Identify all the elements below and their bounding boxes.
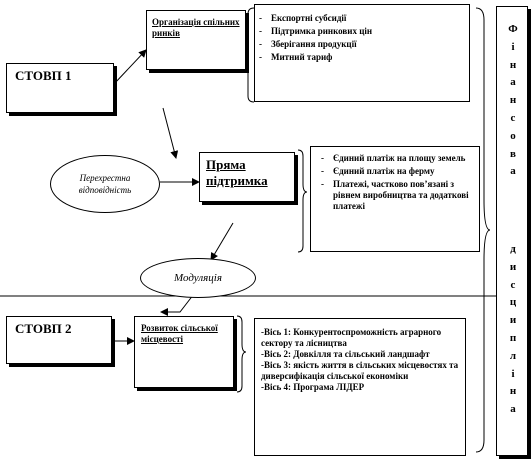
- list-item-text: Експортні субсидії: [271, 13, 347, 23]
- vertical-letter: д: [510, 243, 516, 255]
- list-item: [259, 39, 465, 50]
- vertical-letter: и: [509, 314, 517, 327]
- arrow-to-modulation: [211, 223, 233, 260]
- vertical-letter: с: [510, 278, 516, 291]
- bullet-marker: -: [259, 39, 262, 49]
- pillar-2-label: СТОВП 2: [15, 321, 72, 336]
- market-org-label: Організація спільних ринків: [152, 17, 240, 38]
- list-item-text: Митний тариф: [271, 52, 333, 62]
- direct-support-label: Пряма підтримка: [206, 157, 268, 188]
- arrow-to-market-org: [114, 50, 146, 84]
- payments-box: [310, 146, 480, 252]
- pillar-1-box: [6, 63, 114, 113]
- bullet-marker: -: [259, 52, 262, 62]
- list-item-text: Зберігання продукції: [271, 39, 357, 49]
- cross-compliance-label: Перехрестна відповідність: [78, 173, 132, 195]
- modulation-label: Модуляція: [174, 272, 222, 284]
- list-item: [259, 13, 465, 24]
- vertical-letter: н: [509, 94, 517, 107]
- payments-list: [321, 153, 475, 212]
- brace-payments: [298, 150, 307, 252]
- vertical-letter: і: [511, 367, 515, 380]
- list-item: [261, 382, 459, 393]
- vertical-letter: Ф: [508, 23, 518, 35]
- list-item-text: Підтримка ринкових цін: [271, 26, 373, 36]
- modulation-ellipse: [140, 258, 256, 298]
- vertical-letter: л: [509, 349, 517, 362]
- vertical-letter: и: [509, 260, 517, 273]
- direct-support-box: [199, 152, 295, 202]
- vertical-letter: а: [510, 76, 516, 89]
- bullet-marker: -: [259, 13, 262, 23]
- list-item-text: Єдиний платіж на площу земель: [333, 153, 466, 163]
- financial-discipline-box: [496, 6, 528, 456]
- financial-word-1: [497, 21, 529, 181]
- bullet-marker: -: [321, 179, 324, 189]
- list-item-text: -Вісь 1: Конкурентоспроможність аграрного сектору та лісництва: [261, 327, 442, 348]
- pillar-2-box: [6, 316, 112, 364]
- list-item: [261, 349, 459, 360]
- rural-dev-box: [134, 316, 234, 388]
- market-measures-box: [254, 4, 470, 102]
- list-item: [261, 360, 459, 382]
- vertical-letter: а: [510, 165, 516, 178]
- vertical-letter: п: [509, 331, 517, 344]
- list-item: [321, 166, 475, 177]
- list-item: [259, 26, 465, 37]
- pillar-1-label: СТОВП 1: [15, 68, 72, 83]
- cross-compliance-ellipse: [50, 155, 160, 213]
- bullet-marker: -: [259, 26, 262, 36]
- market-org-box: [146, 10, 246, 70]
- list-item: [259, 52, 465, 63]
- vertical-letter: н: [509, 58, 517, 71]
- vertical-letter: в: [510, 147, 516, 160]
- list-item: [261, 327, 459, 349]
- list-item-text: Єдиний платіж на ферму: [333, 166, 435, 176]
- vertical-letter: ц: [509, 296, 517, 309]
- brace-rural: [237, 316, 246, 392]
- vertical-letter: а: [510, 403, 516, 416]
- list-item-text: -Вісь 3: якість життя в сільських місцевостях та диверсифікація сільської економіки: [261, 360, 459, 381]
- axes-list: [261, 327, 459, 393]
- market-measures-list: [259, 13, 465, 63]
- list-item-text: -Вісь 4: Програма ЛІДЕР: [261, 382, 365, 392]
- arrow-to-cross-compliance: [163, 108, 176, 158]
- vertical-letter: о: [510, 129, 516, 142]
- vertical-letter: і: [511, 40, 515, 53]
- list-item-text: Платежі, частково пов’язані з рівнем виробництва та додаткові платежі: [333, 179, 469, 211]
- bullet-marker: -: [321, 166, 324, 176]
- bullet-marker: -: [321, 153, 324, 163]
- vertical-letter: с: [510, 111, 516, 124]
- vertical-letter: н: [509, 385, 517, 398]
- axes-box: [254, 318, 466, 456]
- list-item: [321, 179, 475, 212]
- rural-dev-label: Розвиток сільської місцевості: [141, 323, 218, 344]
- financial-word-2: [497, 241, 529, 419]
- list-item-text: -Вісь 2: Довкілля та сільський ландшафт: [261, 349, 430, 359]
- list-item: [321, 153, 475, 164]
